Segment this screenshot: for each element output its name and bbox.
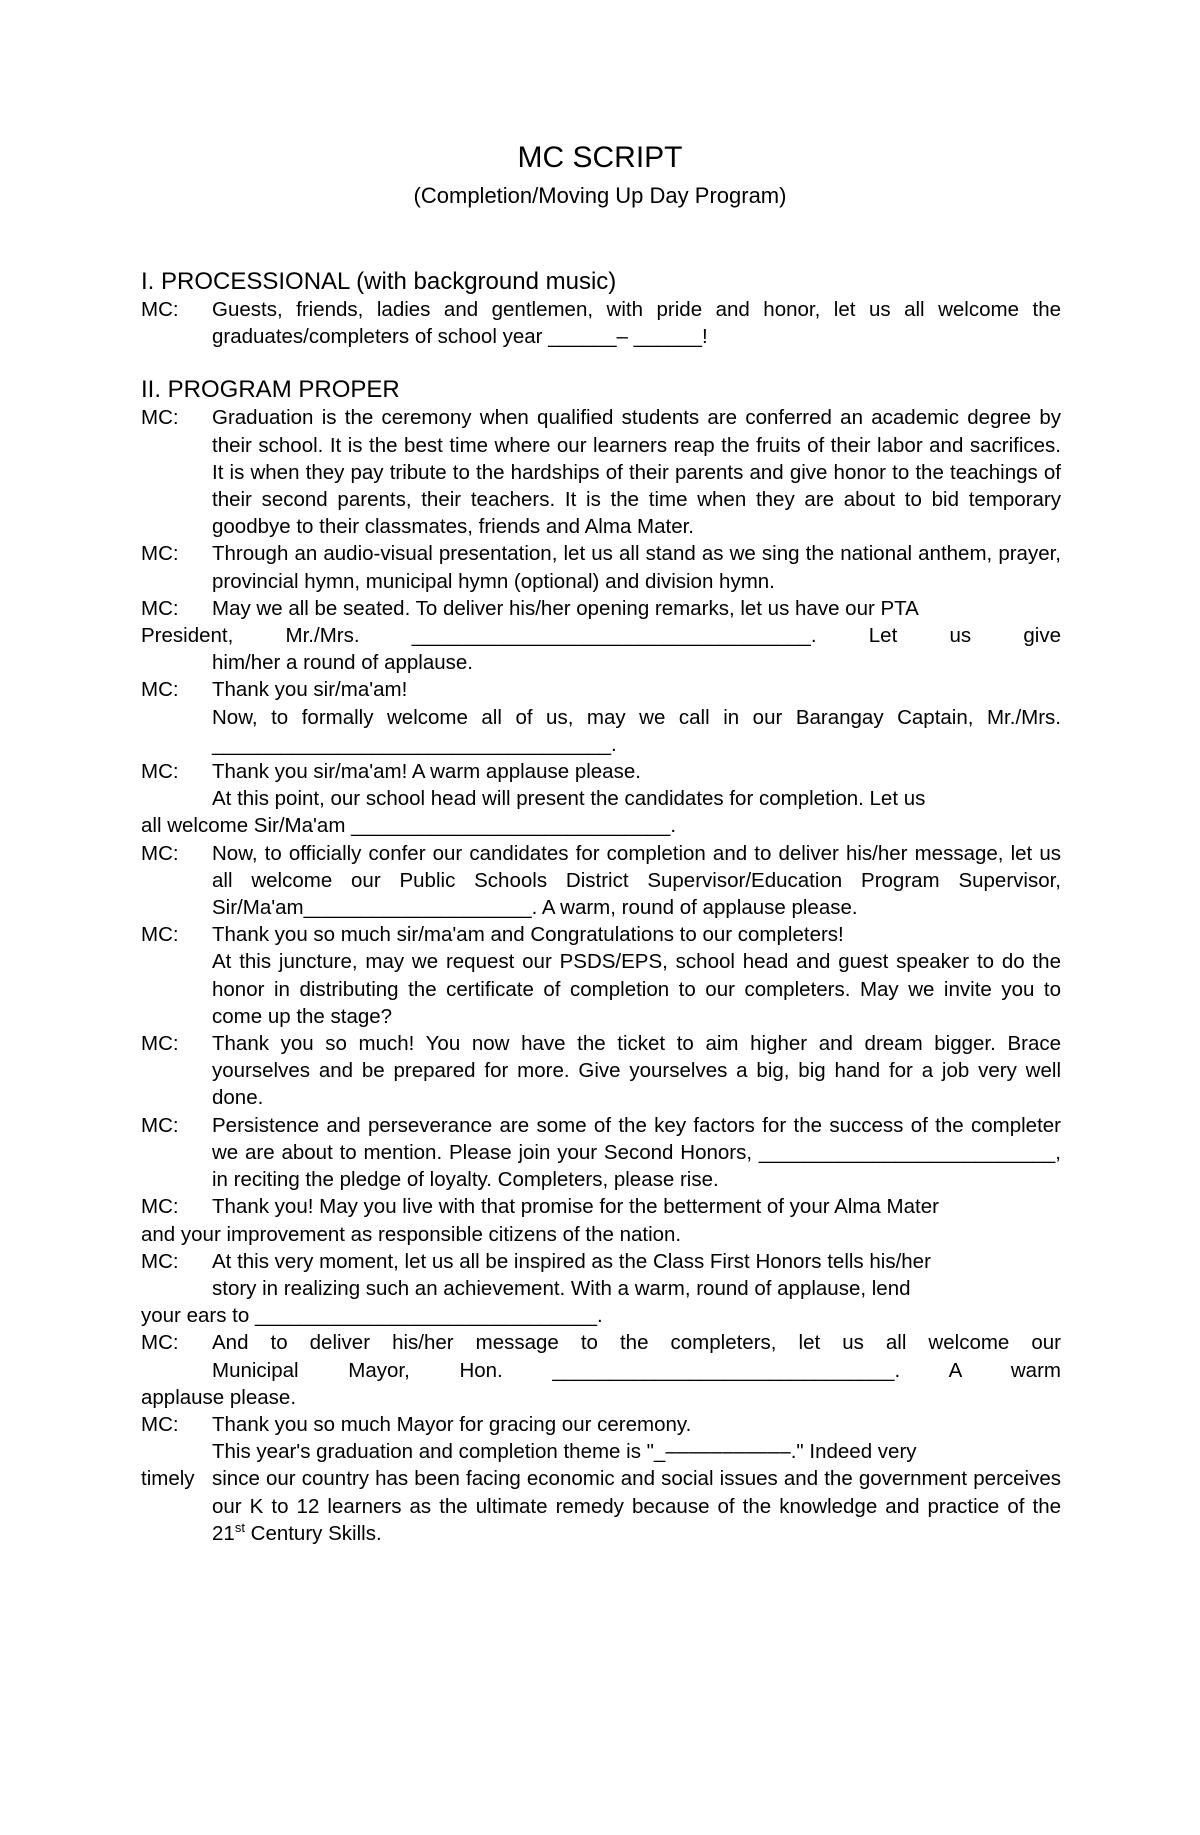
line-text: Now, to officially confer our candidates for completion and to deliver his/her message, let us all welcome our Public Schools District Supervisor/Education Program Supervisor, Sir/Ma'am____________________. A warm, round of applause please. xyxy=(212,841,1061,920)
line-text xyxy=(212,1465,1061,1547)
line-text-main: since our country has been facing economic and social issues and the government perceives our K to 12 learners as the ultimate remedy because of the knowledge and practice of the 21 xyxy=(212,1467,1061,1545)
line-text: story in realizing such an achievement. With a warm, round of applause, lend xyxy=(212,1276,911,1300)
speaker-label: MC: xyxy=(141,1412,179,1436)
line-text: Guests, friends, ladies and gentlemen, with pride and honor, let us all welcome the graduates/completers of school year ______– ______! xyxy=(212,298,1061,349)
line-lead-word: timely xyxy=(141,1467,195,1491)
speaker-label: MC: xyxy=(141,841,179,865)
mc-line xyxy=(141,921,1061,948)
line-text: all welcome Sir/Ma'am ____________________________. xyxy=(141,814,677,838)
line-text: At this very moment, let us all be inspired as the Class First Honors tells his/her xyxy=(212,1249,931,1273)
speaker-label: MC: xyxy=(141,406,179,430)
mc-line xyxy=(141,296,1061,350)
mc-line xyxy=(141,404,1061,540)
line-text: Thank you so much Mayor for gracing our ceremony. xyxy=(212,1412,692,1436)
line-text: him/her a round of applause. xyxy=(212,651,473,675)
mc-line xyxy=(141,595,1061,622)
line-text: At this juncture, may we request our PSDS/EPS, school head and guest speaker to do the honor in distributing the certificate of completion to our completers. May we invite you to come up the stage? xyxy=(212,950,1061,1028)
line-text: President, Mr./Mrs. ___________________________________. Let us give xyxy=(141,624,1061,648)
line-text: Now, to formally welcome all of us, may we call in our Barangay Captain, Mr./Mrs. ___________________________________. xyxy=(212,705,1061,756)
mc-line xyxy=(141,1030,1061,1112)
line-text: Graduation is the ceremony when qualified students are conferred an academic degree by their school. It is the best time where our learners reap the fruits of their labor and sacrifices. It is when they pay tribute to the hardships of their parents and give honor to the teachings of their second parents, their teachers. It is the time when they are about to bid temporary goodbye to their classmates, friends and Alma Mater. xyxy=(212,406,1061,539)
line-text: May we all be seated. To deliver his/her opening remarks, let us have our PTA xyxy=(212,596,919,620)
line-text: Thank you so much sir/ma'am and Congratulations to our completers! xyxy=(212,923,844,947)
speaker-label: MC: xyxy=(141,760,179,784)
ordinal-suffix: st xyxy=(234,1519,245,1535)
line-text: This year's graduation and completion theme is "_–––––––––––." Indeed very xyxy=(212,1440,917,1464)
speaker-label: MC: xyxy=(141,596,179,620)
line-text: your ears to ______________________________. xyxy=(141,1304,603,1328)
line-text: And to deliver his/her message to the completers, let us all welcome our xyxy=(212,1331,1061,1355)
speaker-label: MC: xyxy=(141,1195,179,1219)
line-text: Thank you! May you live with that promise for the betterment of your Alma Mater xyxy=(212,1195,939,1219)
section-heading-processional: I. PROCESSIONAL (with background music) xyxy=(141,268,617,295)
line-text: applause please. xyxy=(141,1385,297,1409)
page-subtitle: (Completion/Moving Up Day Program) xyxy=(413,183,787,208)
section-heading-program-proper: II. PROGRAM PROPER xyxy=(141,376,400,404)
mc-line xyxy=(141,758,1061,785)
mc-line xyxy=(141,1329,1061,1356)
mc-line xyxy=(141,1193,1061,1220)
line-text: Thank you sir/ma'am! xyxy=(212,678,408,702)
mc-line xyxy=(141,540,1061,594)
script-body xyxy=(141,268,1061,1547)
speaker-label: MC: xyxy=(141,678,179,702)
speaker-label: MC: xyxy=(141,298,179,321)
speaker-label: MC: xyxy=(141,542,179,566)
line-text: Municipal Mayor, Hon. ______________________________. A warm xyxy=(212,1358,1061,1382)
line-text-end: Century Skills. xyxy=(244,1521,382,1545)
speaker-label: MC: xyxy=(141,1331,179,1355)
page-title: MC SCRIPT xyxy=(517,141,683,174)
closing-paragraph xyxy=(141,1465,1061,1547)
line-text: Thank you so much! You now have the ticket to aim higher and dream bigger. Brace yourselves and be prepared for more. Give yourselves a big, big hand for a job very well done. xyxy=(212,1032,1061,1110)
line-text: Persistence and perseverance are some of the key factors for the success of the completer we are about to mention. Please join your Second Honors, __________________________, in reciting the pledge of loyalty. Completers, please rise. xyxy=(212,1113,1061,1192)
speaker-label: MC: xyxy=(141,923,179,947)
mc-line xyxy=(141,676,1061,703)
speaker-label: MC: xyxy=(141,1032,179,1056)
line-text: At this point, our school head will present the candidates for completion. Let us xyxy=(212,787,926,811)
line-text: Through an audio-visual presentation, let us all stand as we sing the national anthem, prayer, provincial hymn, municipal hymn (optional) and division hymn. xyxy=(212,542,1061,593)
mc-line xyxy=(141,1411,1061,1438)
speaker-label: MC: xyxy=(141,1249,179,1273)
line-text: and your improvement as responsible citizens of the nation. xyxy=(141,1222,682,1246)
mc-line xyxy=(141,1248,1061,1275)
mc-line xyxy=(141,840,1061,922)
mc-line xyxy=(141,1112,1061,1194)
line-text: Thank you sir/ma'am! A warm applause please. xyxy=(212,760,641,784)
speaker-label: MC: xyxy=(141,1113,179,1137)
